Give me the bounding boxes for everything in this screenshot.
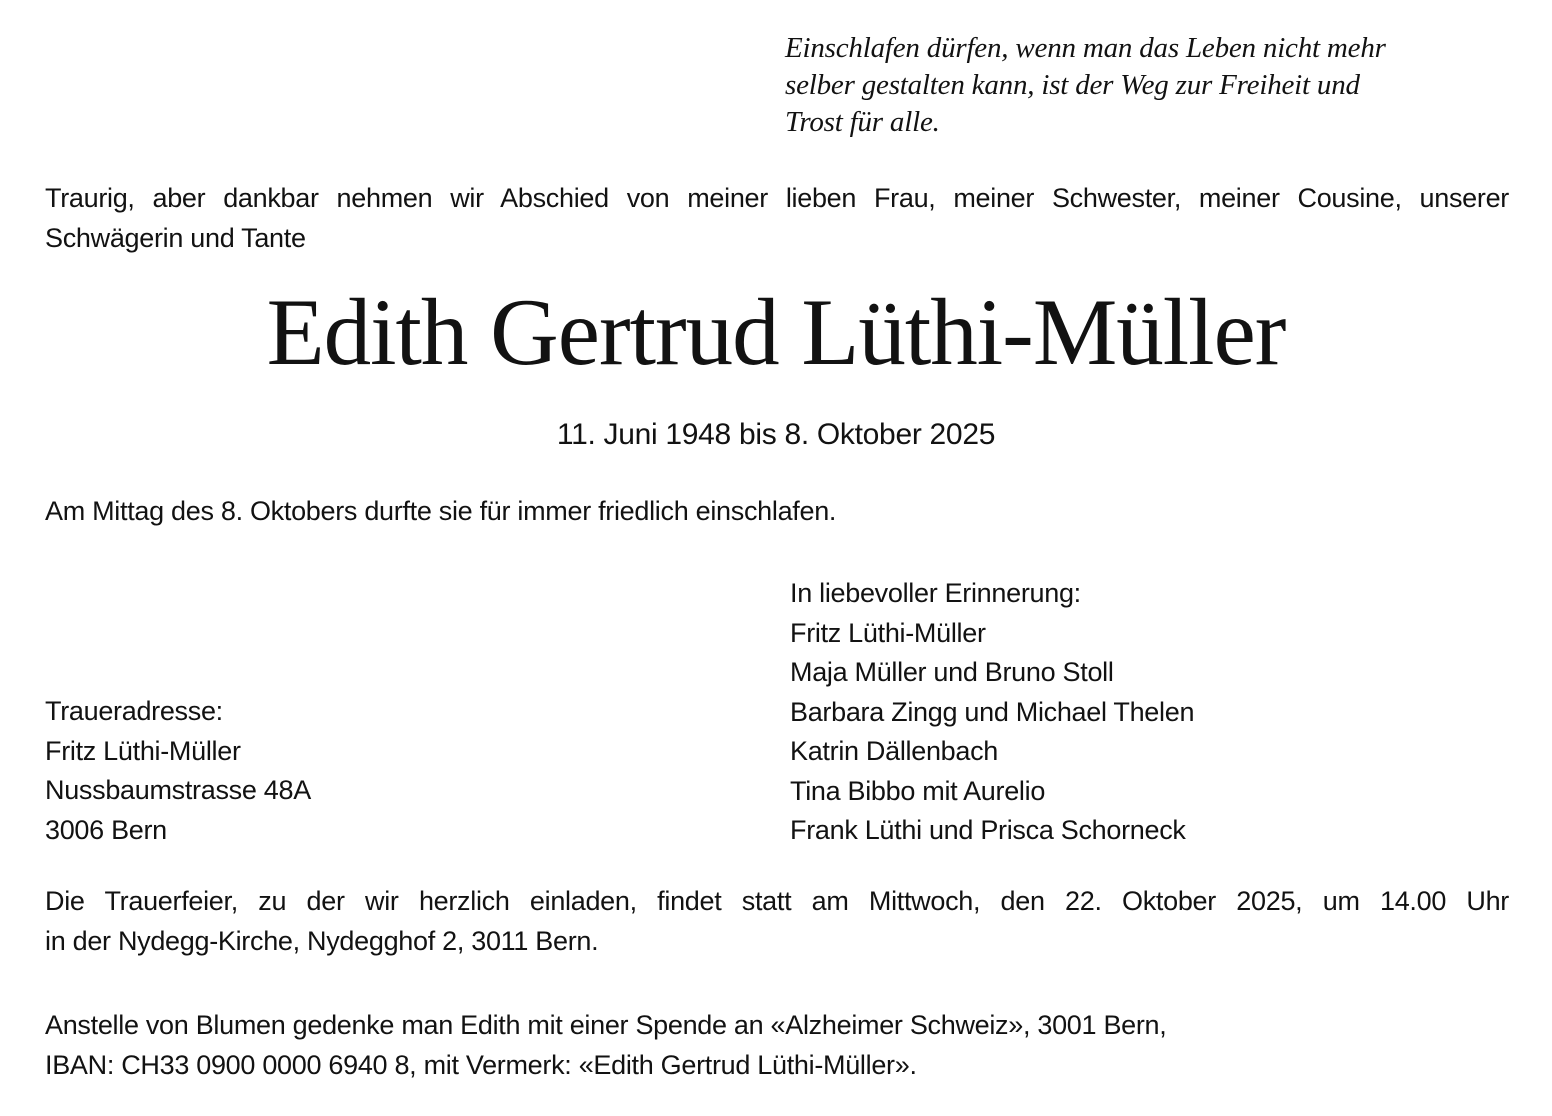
intro-paragraph (45, 178, 1509, 258)
mourning-address-label: Traueradresse: (45, 696, 223, 726)
intro-line-1: Traurig, aber dankbar nehmen wir Abschied von meiner lieben Frau, meiner Schwester, meiner Cousine, unserer (45, 183, 1509, 213)
remembrance-name: Barbara Zingg und Michael Thelen (790, 696, 1195, 727)
remembrance-label: In liebevoller Erinnerung: (790, 578, 1081, 608)
remembrance-name: Maja Müller und Bruno Stoll (790, 657, 1114, 687)
intro-line-2: Schwägerin und Tante (45, 223, 306, 253)
remembrance-name: Tina Bibbo mit Aurelio (790, 775, 1046, 806)
mourning-address-line: Fritz Lüthi-Müller (45, 735, 241, 766)
mourning-address-line: Nussbaumstrasse 48A (45, 775, 311, 805)
deceased-name: Edith Gertrud Lüthi-Müller (266, 279, 1286, 385)
service-line-1: Die Trauerfeier, zu der wir herzlich einladen, findet statt am Mittwoch, den 22. Oktober 2025, um 14.00 Uhr (45, 886, 1509, 916)
mourning-address (45, 692, 311, 850)
remembrance-name: Fritz Lüthi-Müller (790, 617, 986, 648)
service-paragraph (45, 881, 1509, 961)
epigraph-line: Einschlafen dürfen, wenn man das Leben nicht mehr (785, 32, 1386, 64)
donation-paragraph (45, 1005, 1509, 1085)
epigraph-line: selber gestalten kann, ist der Weg zur Freiheit und (785, 69, 1360, 101)
epigraph (785, 30, 1515, 141)
passing-statement: Am Mittag des 8. Oktobers durfte sie für immer friedlich einschlafen. (45, 496, 837, 526)
mourning-address-line: 3006 Bern (45, 814, 167, 845)
service-line-2: in der Nydegg-Kirche, Nydegghof 2, 3011 Bern. (45, 926, 599, 956)
remembrance-name: Katrin Dällenbach (790, 736, 999, 766)
donation-line-1: Anstelle von Blumen gedenke man Edith mit einer Spende an «Alzheimer Schweiz», 3001 Bern, (45, 1010, 1167, 1040)
remembrance-name: Frank Lüthi und Prisca Schorneck (790, 815, 1186, 845)
remembrance-list (790, 574, 1194, 851)
donation-line-2: IBAN: CH33 0900 0000 6940 8, mit Vermerk: «Edith Gertrud Lüthi-Müller». (45, 1050, 917, 1080)
epigraph-line: Trost für alle. (785, 106, 940, 138)
life-dates: 11. Juni 1948 bis 8. Oktober 2025 (556, 418, 996, 451)
